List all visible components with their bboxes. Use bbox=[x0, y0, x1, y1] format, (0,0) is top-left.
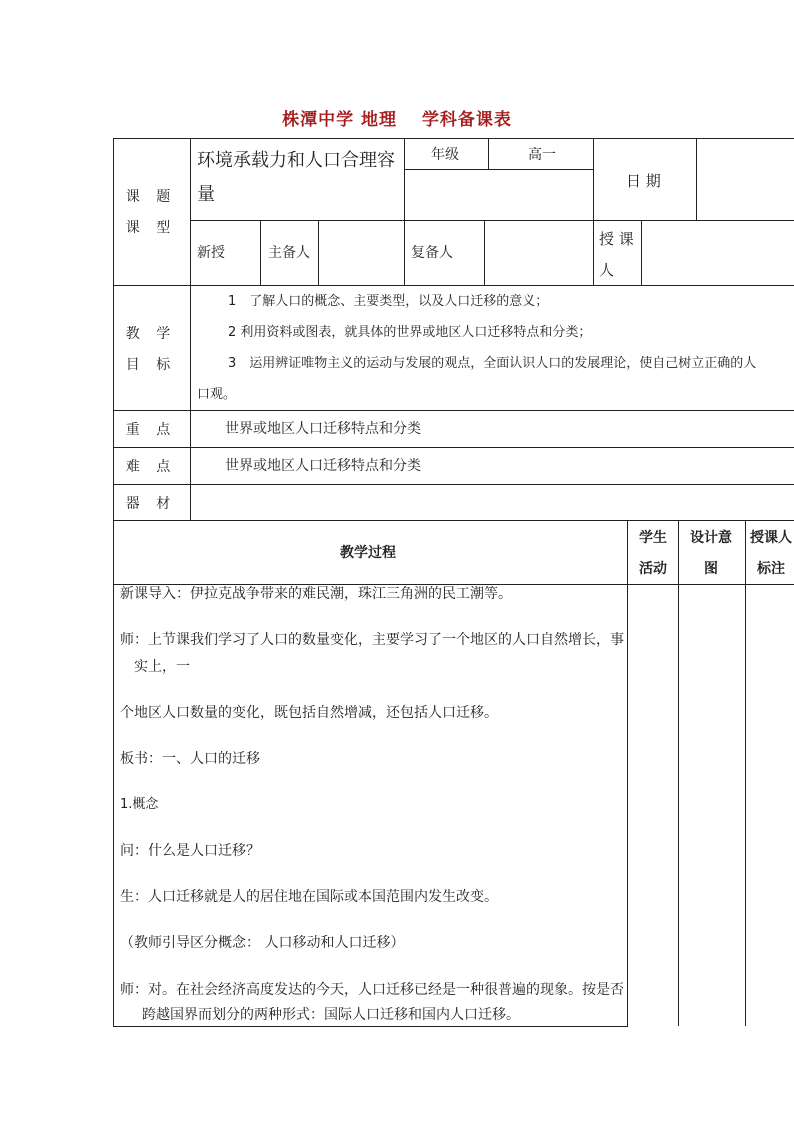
topic-value: 环境承载力和人口合理容量 bbox=[197, 150, 395, 205]
grid-line bbox=[113, 447, 794, 448]
grid-line bbox=[260, 220, 261, 285]
difficulty-text: 世界或地区人口迁移特点和分类 bbox=[225, 458, 421, 474]
key-point-text: 世界或地区人口迁移特点和分类 bbox=[225, 421, 421, 437]
grid-line bbox=[190, 220, 794, 221]
grid-line bbox=[488, 138, 489, 169]
process-line: 新课导入：伊拉克战争带来的难民潮，珠江三角洲的民工潮等。 bbox=[120, 586, 512, 602]
design-intent-header: 设计意 bbox=[690, 530, 732, 546]
objective-item: 1 了解人口的概念、主要类型，以及人口迁移的意义； bbox=[228, 294, 549, 309]
type-label: 课 型 bbox=[125, 220, 177, 236]
type-value: 新授 bbox=[197, 245, 225, 261]
process-line: 1.概念 bbox=[120, 797, 159, 812]
process-line: 师：上节课我们学习了人口的数量变化，主要学习了一个地区的人口自然增长，事 bbox=[120, 632, 624, 648]
grid-line bbox=[627, 520, 628, 1026]
grid-line bbox=[113, 138, 794, 139]
process-line: 跨越国界而划分的两种形式：国际人口迁移和国内人口迁移。 bbox=[142, 1007, 520, 1023]
grid-line bbox=[113, 1026, 628, 1027]
date-label: 日 期 bbox=[626, 172, 661, 190]
design-intent-header-2: 图 bbox=[704, 561, 718, 577]
grid-line bbox=[113, 520, 794, 521]
page-title: 株潭中学 地理 学科备课表 bbox=[282, 110, 512, 130]
process-line: 问：什么是人口迁移？ bbox=[120, 843, 260, 859]
process-line: （教师引导区分概念： 人口移动和人口迁移） bbox=[120, 935, 405, 951]
grid-line bbox=[593, 138, 594, 285]
process-line: 个地区人口数量的变化，既包括自然增减，还包括人口迁移。 bbox=[120, 705, 498, 721]
grid-line bbox=[678, 520, 679, 1026]
objective-item: 2 利用资料或图表，就具体的世界或地区人口迁移特点和分类； bbox=[228, 325, 592, 340]
objective-item: 口观。 bbox=[197, 387, 237, 402]
grid-line bbox=[404, 138, 405, 285]
objective-item: 3 运用辨证唯物主义的运动与发展的观点，全面认识人口的发展理论，使自己树立正确的人 bbox=[228, 356, 757, 371]
grade-label: 年级 bbox=[431, 147, 459, 163]
main-preparer-label: 主备人 bbox=[268, 245, 310, 261]
process-line: 师：对。在社会经济高度发达的今天，人口迁移已经是一种很普遍的现象。按是否 bbox=[120, 982, 624, 998]
grid-line bbox=[404, 169, 593, 170]
grid-line bbox=[745, 520, 746, 1026]
process-line: 实上，一 bbox=[134, 659, 190, 675]
process-header: 教学过程 bbox=[340, 545, 396, 561]
grade-value: 高一 bbox=[528, 147, 556, 163]
objectives-label: 教 学 bbox=[125, 326, 177, 342]
grid-line bbox=[113, 410, 794, 411]
process-line: 板书：一、人口的迁移 bbox=[120, 751, 260, 767]
grid-line bbox=[113, 484, 794, 485]
student-activity-header: 学生 bbox=[639, 530, 667, 546]
teacher-note-header-2: 标注 bbox=[757, 561, 785, 577]
student-activity-header-2: 活动 bbox=[639, 561, 667, 577]
difficulty-label: 难 点 bbox=[125, 459, 177, 475]
grid-line bbox=[318, 220, 319, 285]
teacher-label-2: 人 bbox=[599, 261, 615, 279]
grid-line bbox=[113, 138, 114, 1026]
objectives-label-2: 目 标 bbox=[125, 357, 177, 373]
teacher-label: 授 课 bbox=[599, 230, 634, 248]
topic-label: 课 题 bbox=[125, 189, 177, 205]
equipment-label: 器 材 bbox=[125, 496, 177, 512]
grid-line bbox=[484, 220, 485, 285]
process-line: 生：人口迁移就是人的居住地在国际或本国范围内发生改变。 bbox=[120, 889, 498, 905]
grid-line bbox=[113, 285, 794, 286]
grid-line bbox=[641, 220, 642, 285]
grid-line bbox=[696, 138, 697, 220]
key-point-label: 重 点 bbox=[125, 422, 177, 438]
teacher-note-header: 授课人 bbox=[750, 530, 792, 546]
grid-line bbox=[190, 138, 191, 520]
reviewer-label: 复备人 bbox=[411, 245, 453, 261]
